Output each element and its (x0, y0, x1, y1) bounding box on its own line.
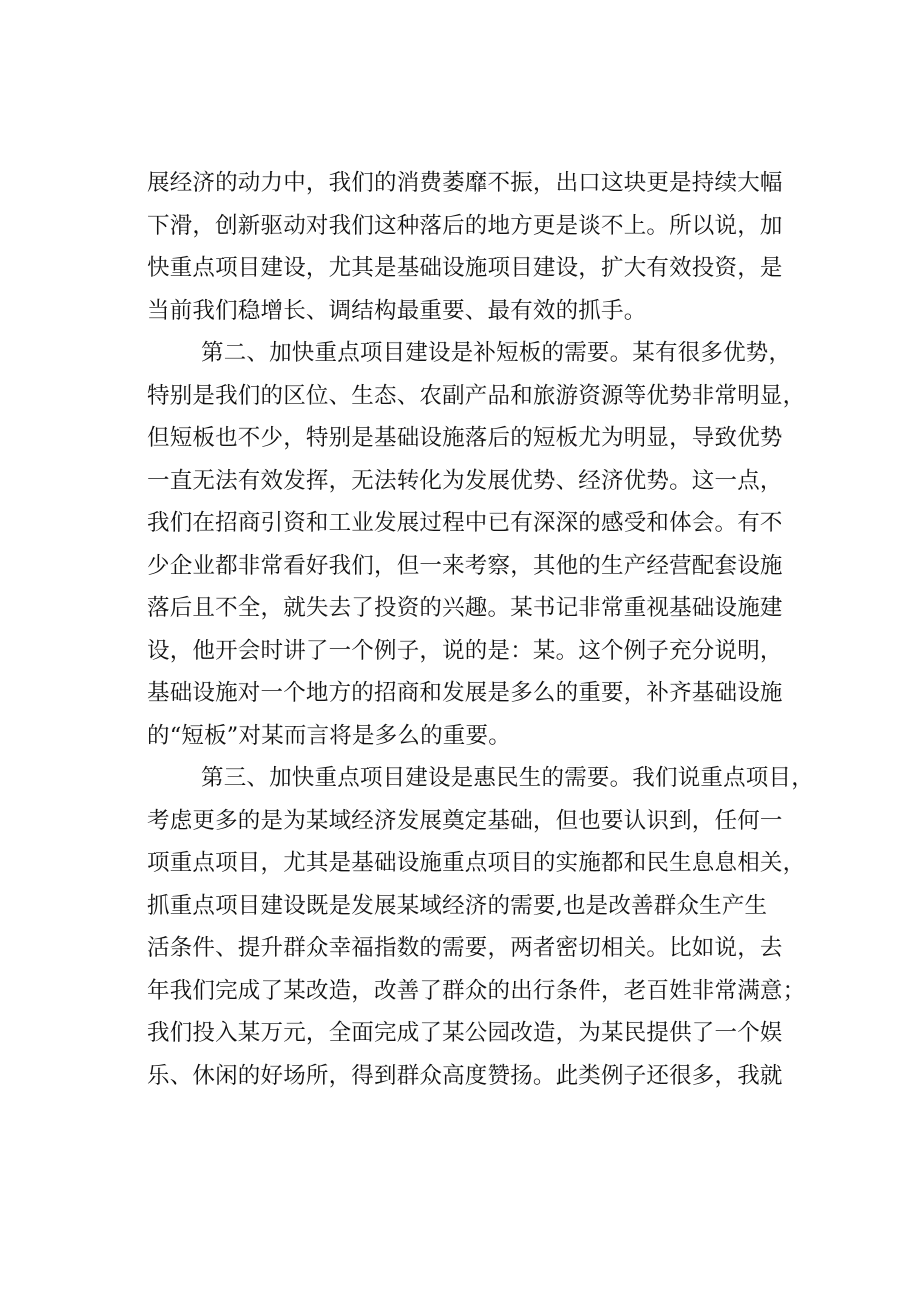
paragraph-start-line: 第三、加快重点项目建设是惠民生的需要。我们说重点项目， (201, 765, 814, 791)
text-line: 一直无法有效发挥，无法转化为发展优势、经济优势。这一点， (147, 467, 783, 494)
body-text (147, 162, 814, 1097)
text-line: 我们投入某万元，全面完成了某公园改造，为某民提供了一个娱 (147, 1020, 783, 1046)
text-line: 抓重点项目建设既是发展某域经济的需要,也是改善群众生产生 (147, 892, 768, 919)
text-line: 设，他开会时讲了一个例子，说的是：某。这个例子充分说明， (147, 637, 783, 664)
text-line: 活条件、提升群众幸福指数的需要，两者密切相关。比如说，去 (147, 935, 783, 961)
text-line: 乐、休闲的好场所，得到群众高度赞扬。此类例子还很多，我就 (147, 1062, 783, 1089)
text-line: 考虑更多的是为某域经济发展奠定基础，但也要认识到，任何一 (147, 807, 783, 834)
text-line: 的“短板”对某而言将是多么的重要。 (147, 722, 511, 749)
text-line: 当前我们稳增长、调结构最重要、最有效的抓手。 (147, 297, 647, 324)
text-line: 特别是我们的区位、生态、农副产品和旅游资源等优势非常明显， (147, 382, 806, 409)
text-line: 但短板也不少，特别是基础设施落后的短板尤为明显，导致优势 (147, 425, 783, 451)
text-line: 我们在招商引资和工业发展过程中已有深深的感受和体会。有不 (147, 510, 783, 536)
text-line: 展经济的动力中，我们的消费萎靡不振，出口这块更是持续大幅 (147, 170, 783, 196)
text-line: 少企业都非常看好我们，但一来考察，其他的生产经营配套设施 (147, 552, 783, 579)
text-line: 年我们完成了某改造，改善了群众的出行条件，老百姓非常满意； (147, 977, 806, 1004)
text-line: 落后且不全，就失去了投资的兴趣。某书记非常重视基础设施建 (147, 595, 783, 621)
text-line: 下滑，创新驱动对我们这种落后的地方更是谈不上。所以说，加 (147, 212, 783, 239)
text-line: 快重点项目建设，尤其是基础设施项目建设，扩大有效投资，是 (147, 255, 783, 281)
paragraph-start-line: 第二、加快重点项目建设是补短板的需要。某有很多优势， (201, 340, 792, 366)
text-line: 基础设施对一个地方的招商和发展是多么的重要，补齐基础设施 (147, 680, 783, 706)
text-line: 项重点项目，尤其是基础设施重点项目的实施都和民生息息相关， (147, 850, 806, 876)
